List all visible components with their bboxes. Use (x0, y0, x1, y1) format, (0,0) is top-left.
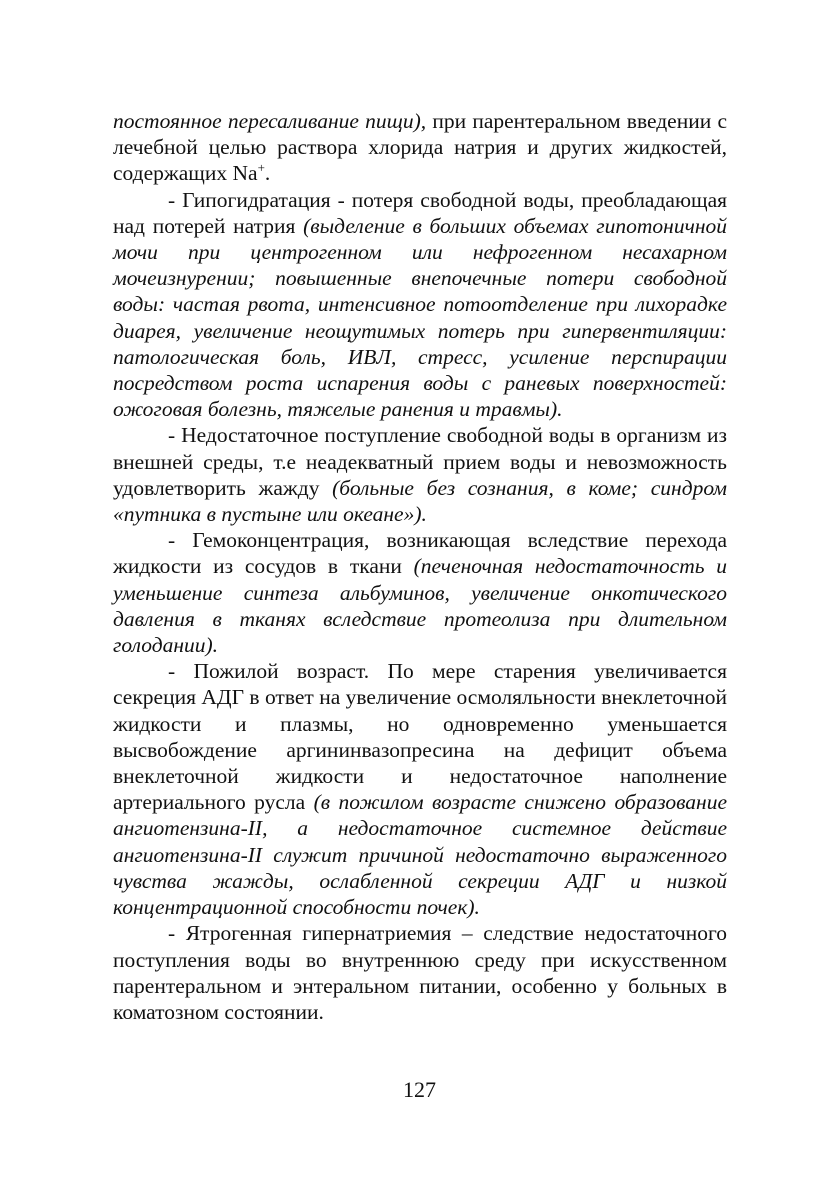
paragraph-hypohydration-text: - Гипогидратация - потеря свободной воды, преобладающая над потерей натрия (113, 187, 727, 238)
paragraph-hemoconcentration (113, 527, 727, 658)
paragraph-hemoconcentration-text: - Гемоконцентрация, возникающая вследствие перехода жидкости из сосудов в ткани (113, 528, 727, 579)
paragraph-insufficient-intake-text: - Недостаточное поступление свободной воды в организм из внешней среды, т.е неадекватный прием воды и невозможность удовлетворить жажду (113, 423, 727, 500)
paragraph-insufficient-intake-italic: (больные без сознания, в коме; синдром «путника в пустыне или океане»). (113, 475, 727, 527)
paragraph-hypohydration (113, 187, 727, 423)
paragraph-hypohydration-italic: (выделение в больших объемах гипотоничной мочи при центрогенном или нефрогенном несахарном мочеизнурении; повышенные внепочечные потери свободной воды: частая рвота, интенсивное потоотделение при лихорадке диарея, увеличение неощутимых потерь при гипервентиляции: патологическая боль, ИВЛ, стресс, усиление перспирации посредством роста испарения воды с раневых поверхностей: ожоговая болезнь, тяжелые ранения и травмы). (113, 213, 728, 422)
sodium-charge: + (257, 160, 265, 176)
paragraph-elderly-age-italic: (в пожилом возрасте снижено образование ангиотензина-II, а недостаточное системное действие ангиотензина-II служит причиной недостаточно выраженного чувства жажды, ослабленной секреции АДГ и низкой концентрационной способности почек). (113, 790, 727, 920)
paragraph-1 (113, 108, 727, 187)
page-number: 127 (403, 1077, 436, 1102)
paragraph-elderly-age-text: - Пожилой возраст. По мере старения увеличивается секреция АДГ в ответ на увеличение осмоляльности внеклеточной жидкости и плазмы, но одновременно уменьшается высвобождение аргининвазопресина на дефицит объема внеклеточной жидкости и недостаточное наполнение артериального русла (113, 659, 727, 815)
paragraph-1-text: при парентеральном введении с лечебной целью раствора хлорида натрия и других жидкостей, содержащих Na (113, 109, 727, 186)
paragraph-elderly-age (113, 658, 727, 920)
paragraph-insufficient-intake (113, 422, 727, 527)
page-body (113, 108, 727, 1025)
paragraph-1-italic: постоянное пересаливание пищи), (113, 109, 427, 133)
paragraph-1-end: . (264, 161, 271, 186)
paragraph-iatrogenic (113, 920, 727, 1025)
paragraph-hemoconcentration-italic: (печеночная недостаточность и уменьшение синтеза альбуминов, увеличение онкотического давления в тканях вследствие протеолиза при длительном голодании). (113, 554, 727, 658)
paragraph-iatrogenic-text: - Ятрогенная гипернатриемия – следствие недостаточного поступления воды во внутреннюю среду при искусственном парентеральном и энтеральном питании, особенно у больных в коматозном состоянии. (113, 921, 727, 1024)
